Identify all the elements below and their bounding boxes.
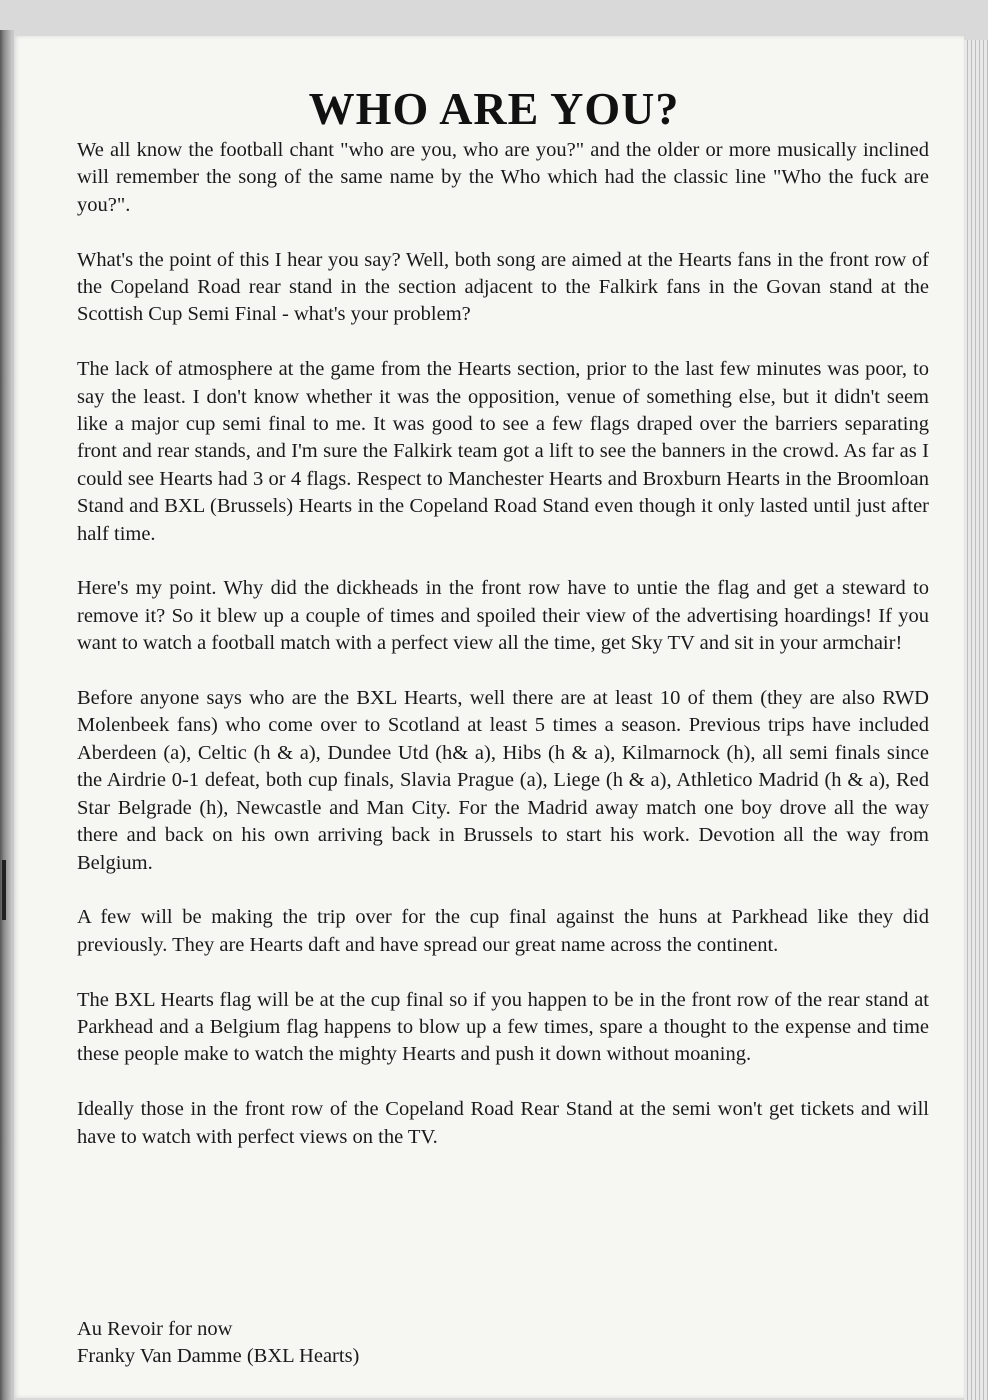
paragraph-5: Before anyone says who are the BXL Hearts, well there are at least 10 of them (they are also RWD Molenbeek fans) who come over to Scotland at least 5 times a season. Previous trips have included Aberdeen (a), Celtic (h & a), Dundee Utd (h& a), Hibs (h & a), Kilmarnock (h), all semi finals since the Airdrie 0-1 defeat, both cup finals, Slavia Prague (a), Liege (h & a), Athletico Madrid (h & a), Red Star Belgrade (h), Newcastle and Man City. For the Madrid away match one boy drove all the way there and back on his own arriving back in Brussels to start his work. Devotion all the way from Belgium. <box>77 687 929 874</box>
paragraph-7: The BXL Hearts flag will be at the cup final so if you happen to be in the front row of the rear stand at Parkhead and a Belgium flag happens to blow up a few times, spare a thought to the expense and time these people make to watch the mighty Hearts and push it down without moaning. <box>77 988 929 1066</box>
page-binding-edge <box>0 30 14 1400</box>
paragraph-6: A few will be making the trip over for the cup final against the huns at Parkhead like they did previously. They are Hearts daft and have spread our great name across the continent. <box>77 906 929 956</box>
paragraph-1: We all know the football chant "who are you, who are you?" and the older or more musically inclined will remember the song of the same name by the Who which had the classic line "Who the fuck are you?". <box>77 139 929 216</box>
signoff <box>77 1316 359 1371</box>
binding-mark <box>2 860 6 920</box>
paragraph-2: What's the point of this I hear you say? Well, both song are aimed at the Hearts fans in the front row of the Copeland Road rear stand in the section adjacent to the Falkirk fans in the Govan stand at the Scottish Cup Semi Final - what's your problem? <box>77 248 929 326</box>
signoff-greeting: Au Revoir for now <box>77 1318 233 1340</box>
page-stack-edges <box>964 40 988 1400</box>
article-title: WHO ARE YOU? <box>308 83 680 134</box>
paragraph-4: Here's my point. Why did the dickheads in the front row have to untie the flag and get a steward to remove it? So it blew up a couple of times and spoiled their view of the advertising hoardings! If you want to watch a football match with a perfect view all the time, get Sky TV and sit in your armchair! <box>77 577 929 655</box>
author-name: Franky Van Damme (BXL Hearts) <box>77 1345 360 1368</box>
article-body <box>77 137 929 1178</box>
paragraph-8: Ideally those in the front row of the Copeland Road Rear Stand at the semi won't get tickets and will have to watch with perfect views on the TV. <box>77 1098 929 1148</box>
paragraph-3: The lack of atmosphere at the game from the Hearts section, prior to the last few minutes was poor, to say the least. I don't know whether it was the opposition, venue of something else, but it didn't seem like a major cup semi final to me. It was good to see a few flags draped over the barriers separating front and rear stands, and I'm sure the Falkirk team got a lift to see the banners in the crowd. As far as I could see Hearts had 3 or 4 flags. Respect to Manchester Hearts and Broxburn Hearts in the Broomloan Stand and BXL (Brussels) Hearts in the Copeland Road Stand even though it only lasted until just after half time. <box>77 358 929 545</box>
